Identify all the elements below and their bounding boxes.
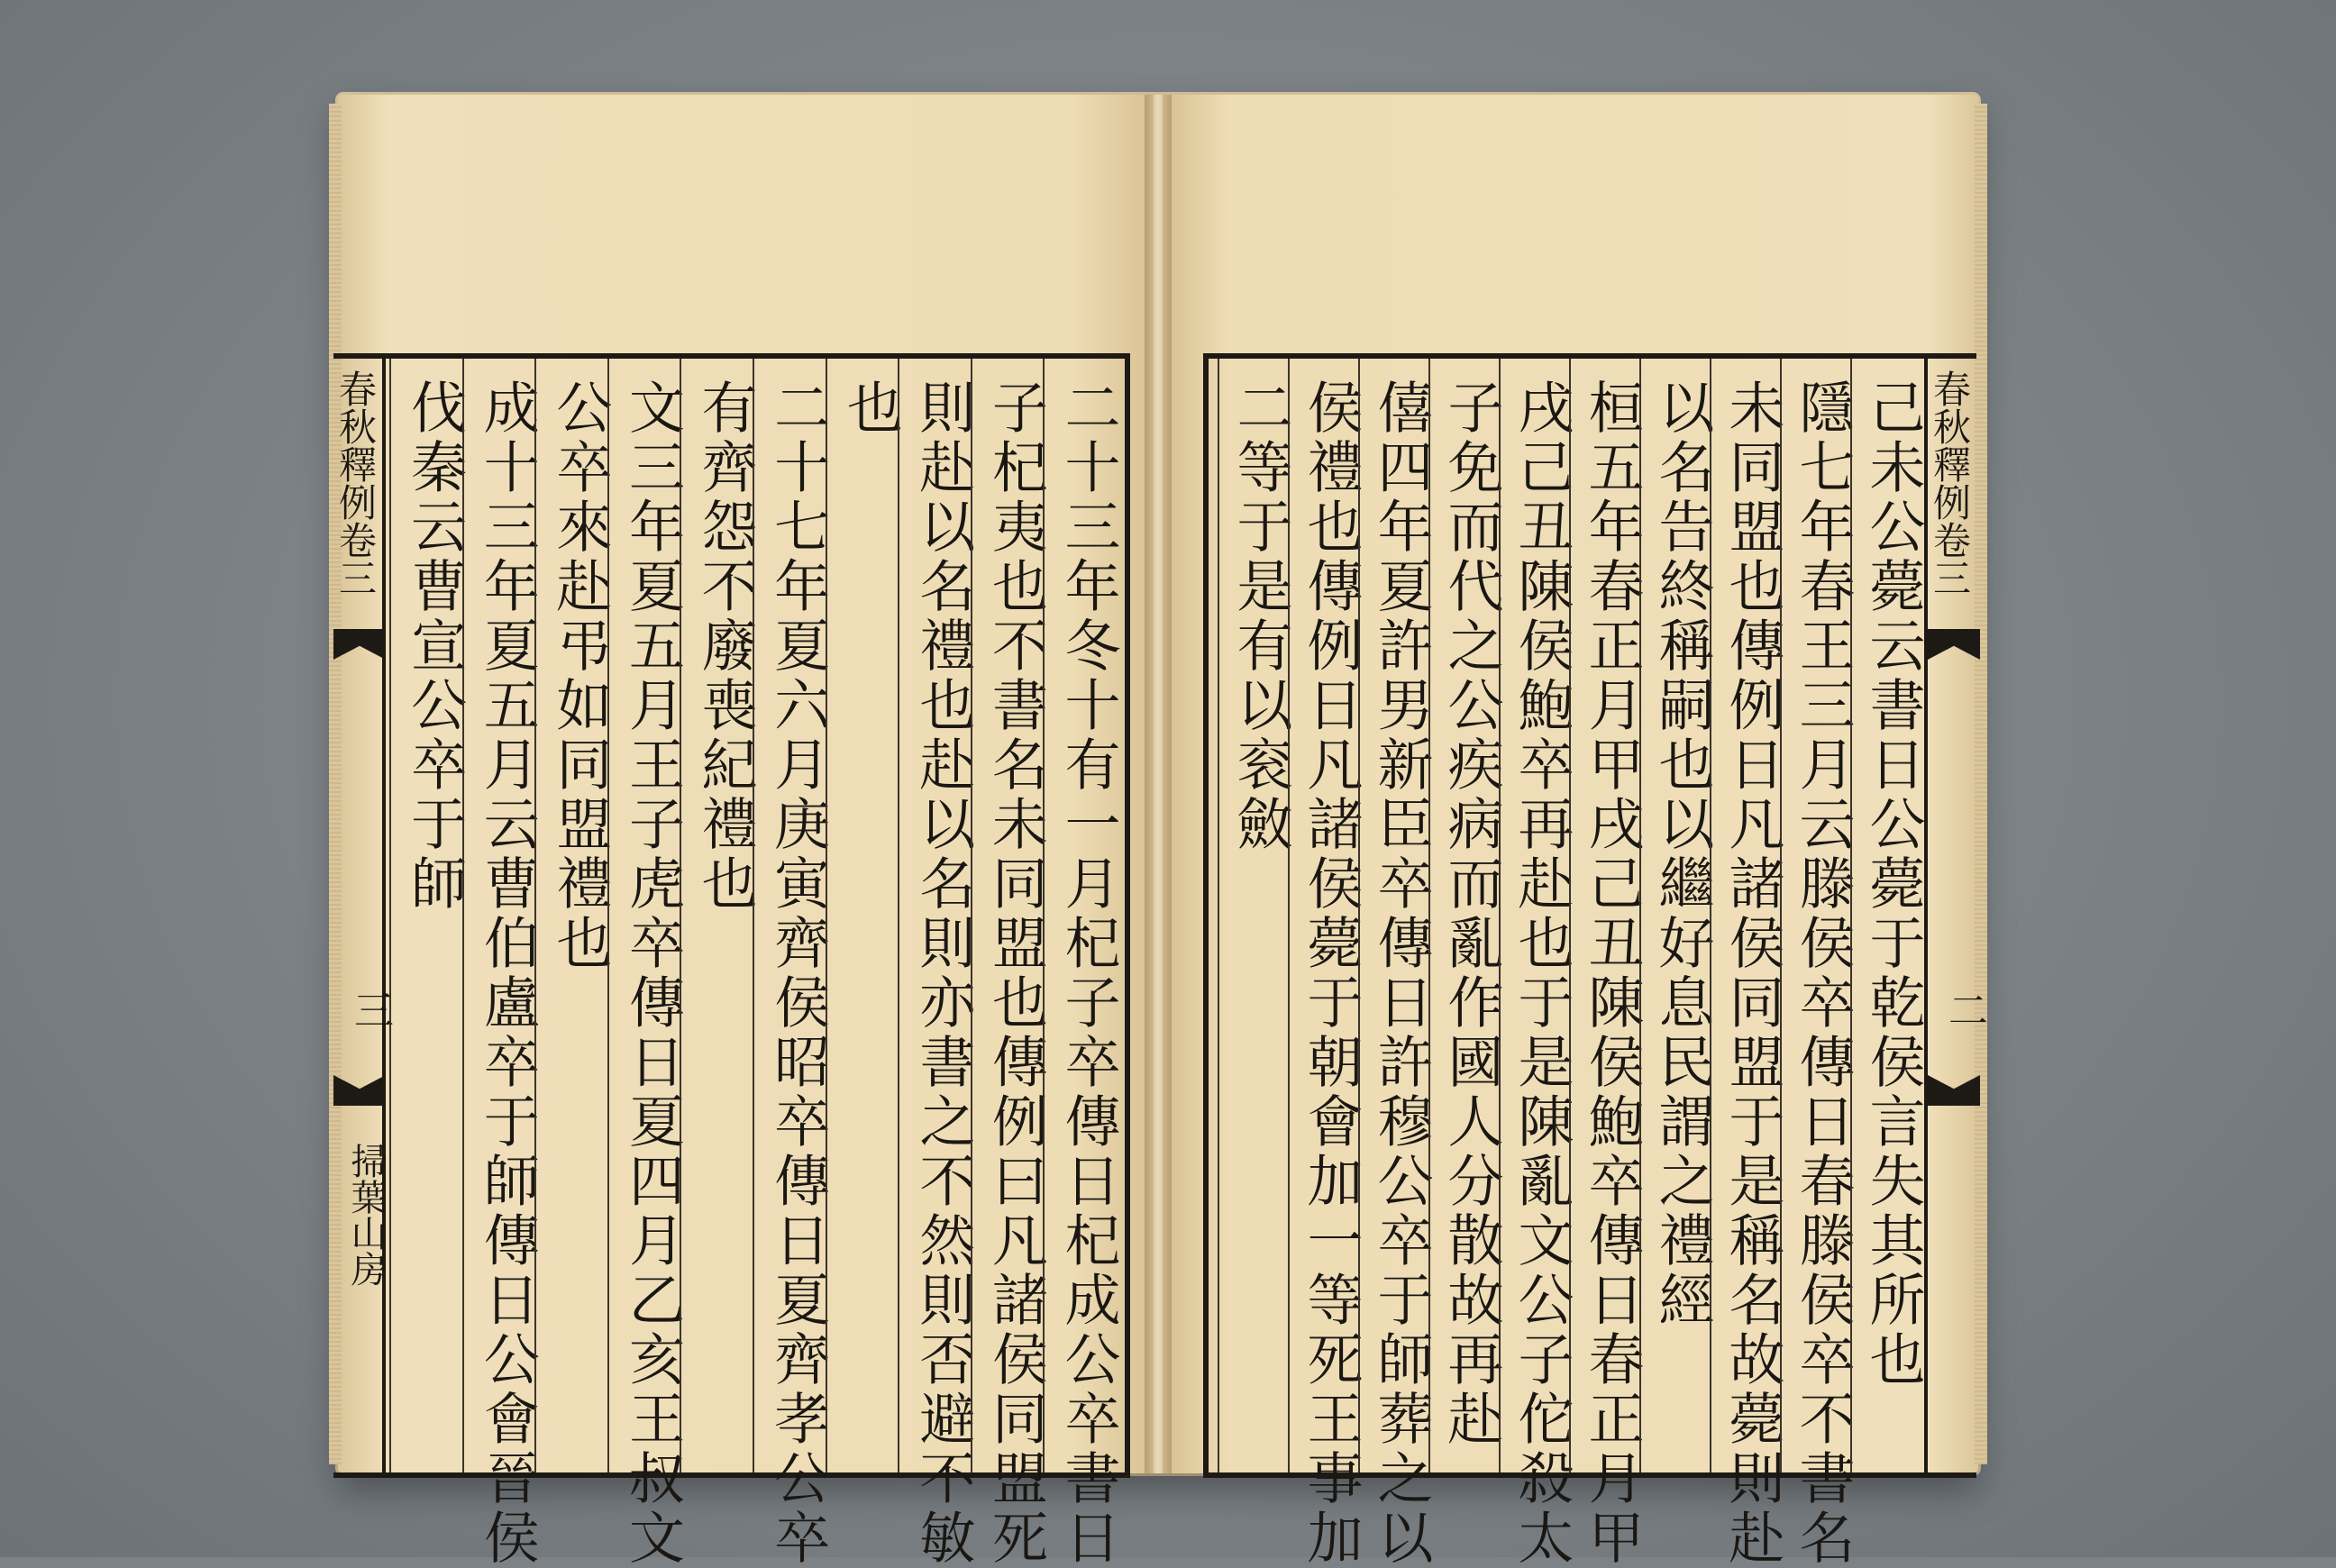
- text-column: 以名告終稱嗣也以繼好息民謂之禮經: [1639, 359, 1710, 1472]
- left-page: [333, 95, 1154, 1568]
- right-fish-tail-mark: [1928, 629, 1980, 660]
- left-margin-title: 春秋釋例卷三: [333, 369, 378, 597]
- right-margin-strip: [1924, 359, 1987, 1472]
- text-column: 戌己丑陳侯鮑卒再赴也于是陳亂文公子佗殺太: [1499, 359, 1569, 1472]
- right-page-edge: [1975, 104, 1987, 1464]
- text-column: 伐秦云曹宣公卒于師: [389, 359, 462, 1472]
- left-text-columns: [389, 359, 1121, 1568]
- right-page: [1163, 95, 1987, 1568]
- left-fish-tail-mark-lower: [333, 1075, 386, 1106]
- text-column: 成十三年夏五月云曹伯盧卒于師傳日公會晉侯: [462, 359, 535, 1472]
- text-column: 則赴以名禮也赴以名則亦書之不然則否避不敏: [898, 359, 971, 1472]
- text-column: 子免而代之公疾病而亂作國人分散故再赴: [1428, 359, 1499, 1472]
- right-text-columns: [1218, 359, 1926, 1568]
- left-margin-strip: [333, 359, 393, 1472]
- book-spine-gutter: [1145, 95, 1172, 1473]
- text-column: 二十三年冬十有一月杞子卒傳日杞成公卒書日: [1043, 359, 1116, 1472]
- text-column: 侯禮也傳例日凡諸侯薨于朝會加一等死王事加: [1288, 359, 1358, 1472]
- text-column: 有齊怨不廢喪紀禮也: [680, 359, 753, 1472]
- text-column: 二十七年夏六月庚寅齊侯昭卒傳日夏齊孝公卒: [753, 359, 826, 1472]
- left-fish-tail-mark: [333, 629, 386, 660]
- text-column: 桓五年春正月甲戌己丑陳侯鮑卒傳日春正月甲: [1569, 359, 1639, 1472]
- text-column: 文三年夏五月王子虎卒傳日夏四月乙亥王叔文: [607, 359, 680, 1472]
- left-page-number: 三: [347, 989, 393, 1029]
- text-column: 隱七年春王三月云滕侯卒傳日春滕侯卒不書名: [1780, 359, 1850, 1472]
- left-text-frame: [333, 353, 1130, 1568]
- text-column: 僖四年夏許男新臣卒傳日許穆公卒于師葬之以: [1358, 359, 1428, 1472]
- right-margin-title: 春秋釋例卷三: [1928, 369, 1972, 597]
- text-column: 己未公薨云書日公薨于乾侯言失其所也: [1850, 359, 1921, 1472]
- open-book: [333, 95, 1987, 1568]
- text-column: 也: [826, 359, 899, 1472]
- left-publisher-mark: 掃葉山房: [345, 1143, 387, 1287]
- right-text-frame: [1203, 353, 1987, 1568]
- text-column: 二等于是有以衮斂: [1218, 359, 1288, 1472]
- right-fish-tail-mark-lower: [1928, 1075, 1980, 1106]
- text-column: 公卒來赴弔如同盟禮也: [534, 359, 607, 1472]
- text-column: 未同盟也傳例日凡諸侯同盟于是稱名故薨則赴: [1710, 359, 1780, 1472]
- text-column: 子杞夷也不書名未同盟也傳例曰凡諸侯同盟死: [971, 359, 1044, 1472]
- right-page-number: 二: [1941, 989, 1987, 1029]
